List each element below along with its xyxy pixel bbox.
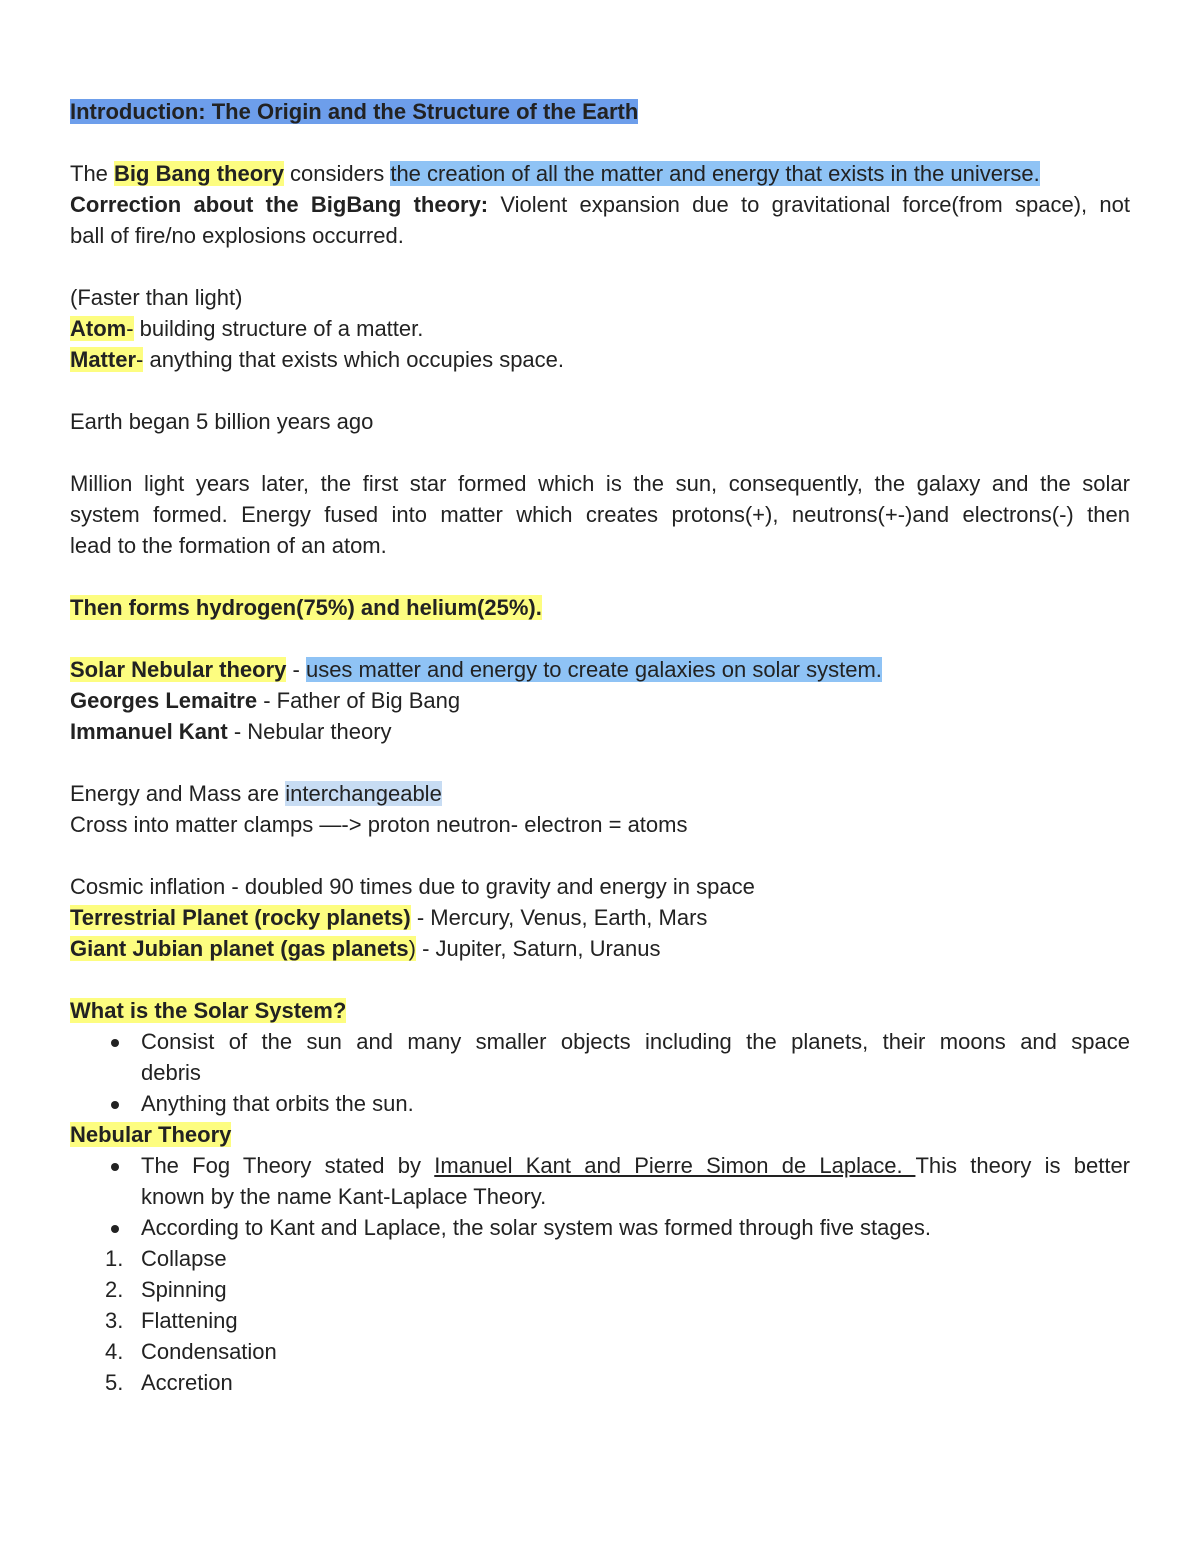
spacer — [70, 747, 1130, 778]
list-number: 2. — [105, 1277, 124, 1302]
stage-label: Collapse — [141, 1246, 227, 1271]
energy-mass-line — [70, 778, 1130, 809]
document-page — [70, 96, 1130, 1398]
stage-label: Accretion — [141, 1370, 233, 1395]
solar-nebular-line — [70, 654, 1130, 685]
jubian-term: Giant Jubian planet (gas planets — [70, 936, 409, 961]
text-run: Cosmic inflation - doubled 90 times due to gravity and energy in space — [70, 874, 755, 899]
terrestrial-line — [70, 902, 1130, 933]
nebular-theory-heading-line — [70, 1119, 1130, 1150]
text-run: building structure of a matter. — [133, 316, 424, 341]
list-item-text: According to Kant and Laplace, the solar system was formed through five stages. — [141, 1215, 931, 1240]
text-run: - Jupiter, Saturn, Uranus — [415, 936, 661, 961]
list-item — [70, 1088, 1130, 1119]
solar-nebular-definition: uses matter and energy to create galaxies on solar system. — [305, 657, 882, 682]
spacer — [70, 964, 1130, 995]
list-item — [70, 1150, 1130, 1212]
list-item — [70, 1026, 1130, 1088]
correction-line-2 — [70, 220, 1130, 251]
text-run: - Father of Big Bang — [257, 688, 461, 713]
hydrogen-helium: Then forms hydrogen(75%) and helium(25%). — [70, 595, 542, 620]
million-line-1 — [70, 468, 1130, 499]
kant-laplace-link[interactable]: Imanuel Kant and Pierre Simon de Laplace. — [434, 1153, 916, 1178]
text-run: Million light years later, the first star formed which is the sun, consequently, the galaxy and the solar — [70, 471, 1130, 496]
lemaitre-line — [70, 685, 1130, 716]
spacer — [70, 437, 1130, 468]
big-bang-line — [70, 158, 1130, 189]
stage-item — [70, 1274, 1130, 1305]
text-run: Earth began 5 billion years ago — [70, 409, 374, 434]
million-line-3 — [70, 530, 1130, 561]
list-item-text: debris — [141, 1060, 201, 1085]
text-run: - Mercury, Venus, Earth, Mars — [410, 905, 708, 930]
interchangeable-highlight: interchangeable — [285, 781, 442, 806]
matter-term: Matter — [70, 347, 137, 372]
cross-line — [70, 809, 1130, 840]
text-run: ) — [408, 936, 416, 961]
correction-label: Correction about the BigBang theory: — [70, 192, 489, 217]
bullet-icon — [111, 1101, 119, 1109]
million-line-2 — [70, 499, 1130, 530]
list-item-text — [141, 1150, 1130, 1181]
text-run: - Nebular theory — [227, 719, 392, 744]
list-item-text: Consist of the sun and many smaller objects including the planets, their moons and space — [141, 1029, 1130, 1054]
correction-line-1 — [70, 189, 1130, 220]
list-number: 5. — [105, 1370, 124, 1395]
stage-label: Flattening — [141, 1308, 238, 1333]
text-run: - — [136, 347, 144, 372]
bullet-icon — [111, 1039, 119, 1047]
solar-nebular-term: Solar Nebular theory — [70, 657, 287, 682]
list-number: 4. — [105, 1339, 124, 1364]
nebular-theory-heading: Nebular Theory — [70, 1122, 232, 1147]
stage-item — [70, 1336, 1130, 1367]
correction-text-1: Violent expansion due to gravitational force(from space), not — [488, 192, 1130, 217]
text-run: The Fog Theory stated by — [141, 1153, 435, 1178]
text-run: - — [286, 657, 306, 682]
atom-definition — [70, 313, 1130, 344]
lemaitre-name: Georges Lemaitre — [70, 688, 258, 713]
stage-label: Condensation — [141, 1339, 277, 1364]
text-run: This theory is better — [915, 1153, 1130, 1178]
solar-system-heading-line — [70, 995, 1130, 1026]
earth-began — [70, 406, 1130, 437]
text-run: The — [70, 161, 115, 186]
bullet-icon — [111, 1163, 119, 1171]
list-item-text: Anything that orbits the sun. — [141, 1091, 414, 1116]
stage-label: Spinning — [141, 1277, 227, 1302]
text-run: anything that exists which occupies space. — [143, 347, 565, 372]
document-title-line — [70, 96, 1130, 127]
correction-text-2: ball of fire/no explosions occurred. — [70, 223, 404, 248]
matter-definition — [70, 344, 1130, 375]
solar-system-list — [70, 1026, 1130, 1119]
cosmic-inflation-line — [70, 871, 1130, 902]
spacer — [70, 127, 1130, 158]
big-bang-term: Big Bang theory — [114, 161, 284, 186]
kant-name: Immanuel Kant — [70, 719, 228, 744]
text-run: system formed. Energy fused into matter which creates protons(+), neutrons(+-)and electrons(-) then — [70, 502, 1130, 527]
terrestrial-term: Terrestrial Planet (rocky planets) — [70, 905, 411, 930]
text-run: Cross into matter clamps —-> proton neutron- electron = atoms — [70, 812, 688, 837]
nebular-theory-list — [70, 1150, 1130, 1398]
spacer — [70, 375, 1130, 406]
hydrogen-line — [70, 592, 1130, 623]
spacer — [70, 623, 1130, 654]
text-run: (Faster than light) — [70, 285, 243, 310]
text-run: - — [126, 316, 134, 341]
stage-item — [70, 1243, 1130, 1274]
faster-than-light — [70, 282, 1130, 313]
spacer — [70, 840, 1130, 871]
text-run: lead to the formation of an atom. — [70, 533, 387, 558]
list-number: 1. — [105, 1246, 124, 1271]
list-item-text: known by the name Kant-Laplace Theory. — [141, 1184, 547, 1209]
solar-system-heading: What is the Solar System? — [70, 998, 347, 1023]
jubian-line — [70, 933, 1130, 964]
atom-term: Atom — [70, 316, 127, 341]
text-run: Energy and Mass are — [70, 781, 286, 806]
bullet-icon — [111, 1225, 119, 1233]
list-item — [70, 1212, 1130, 1243]
kant-line — [70, 716, 1130, 747]
list-number: 3. — [105, 1308, 124, 1333]
stage-item — [70, 1367, 1130, 1398]
spacer — [70, 561, 1130, 592]
document-title: Introduction: The Origin and the Structure of the Earth — [70, 99, 639, 124]
stage-item — [70, 1305, 1130, 1336]
big-bang-definition: the creation of all the matter and energy that exists in the universe. — [390, 161, 1040, 186]
spacer — [70, 251, 1130, 282]
text-run: considers — [283, 161, 391, 186]
